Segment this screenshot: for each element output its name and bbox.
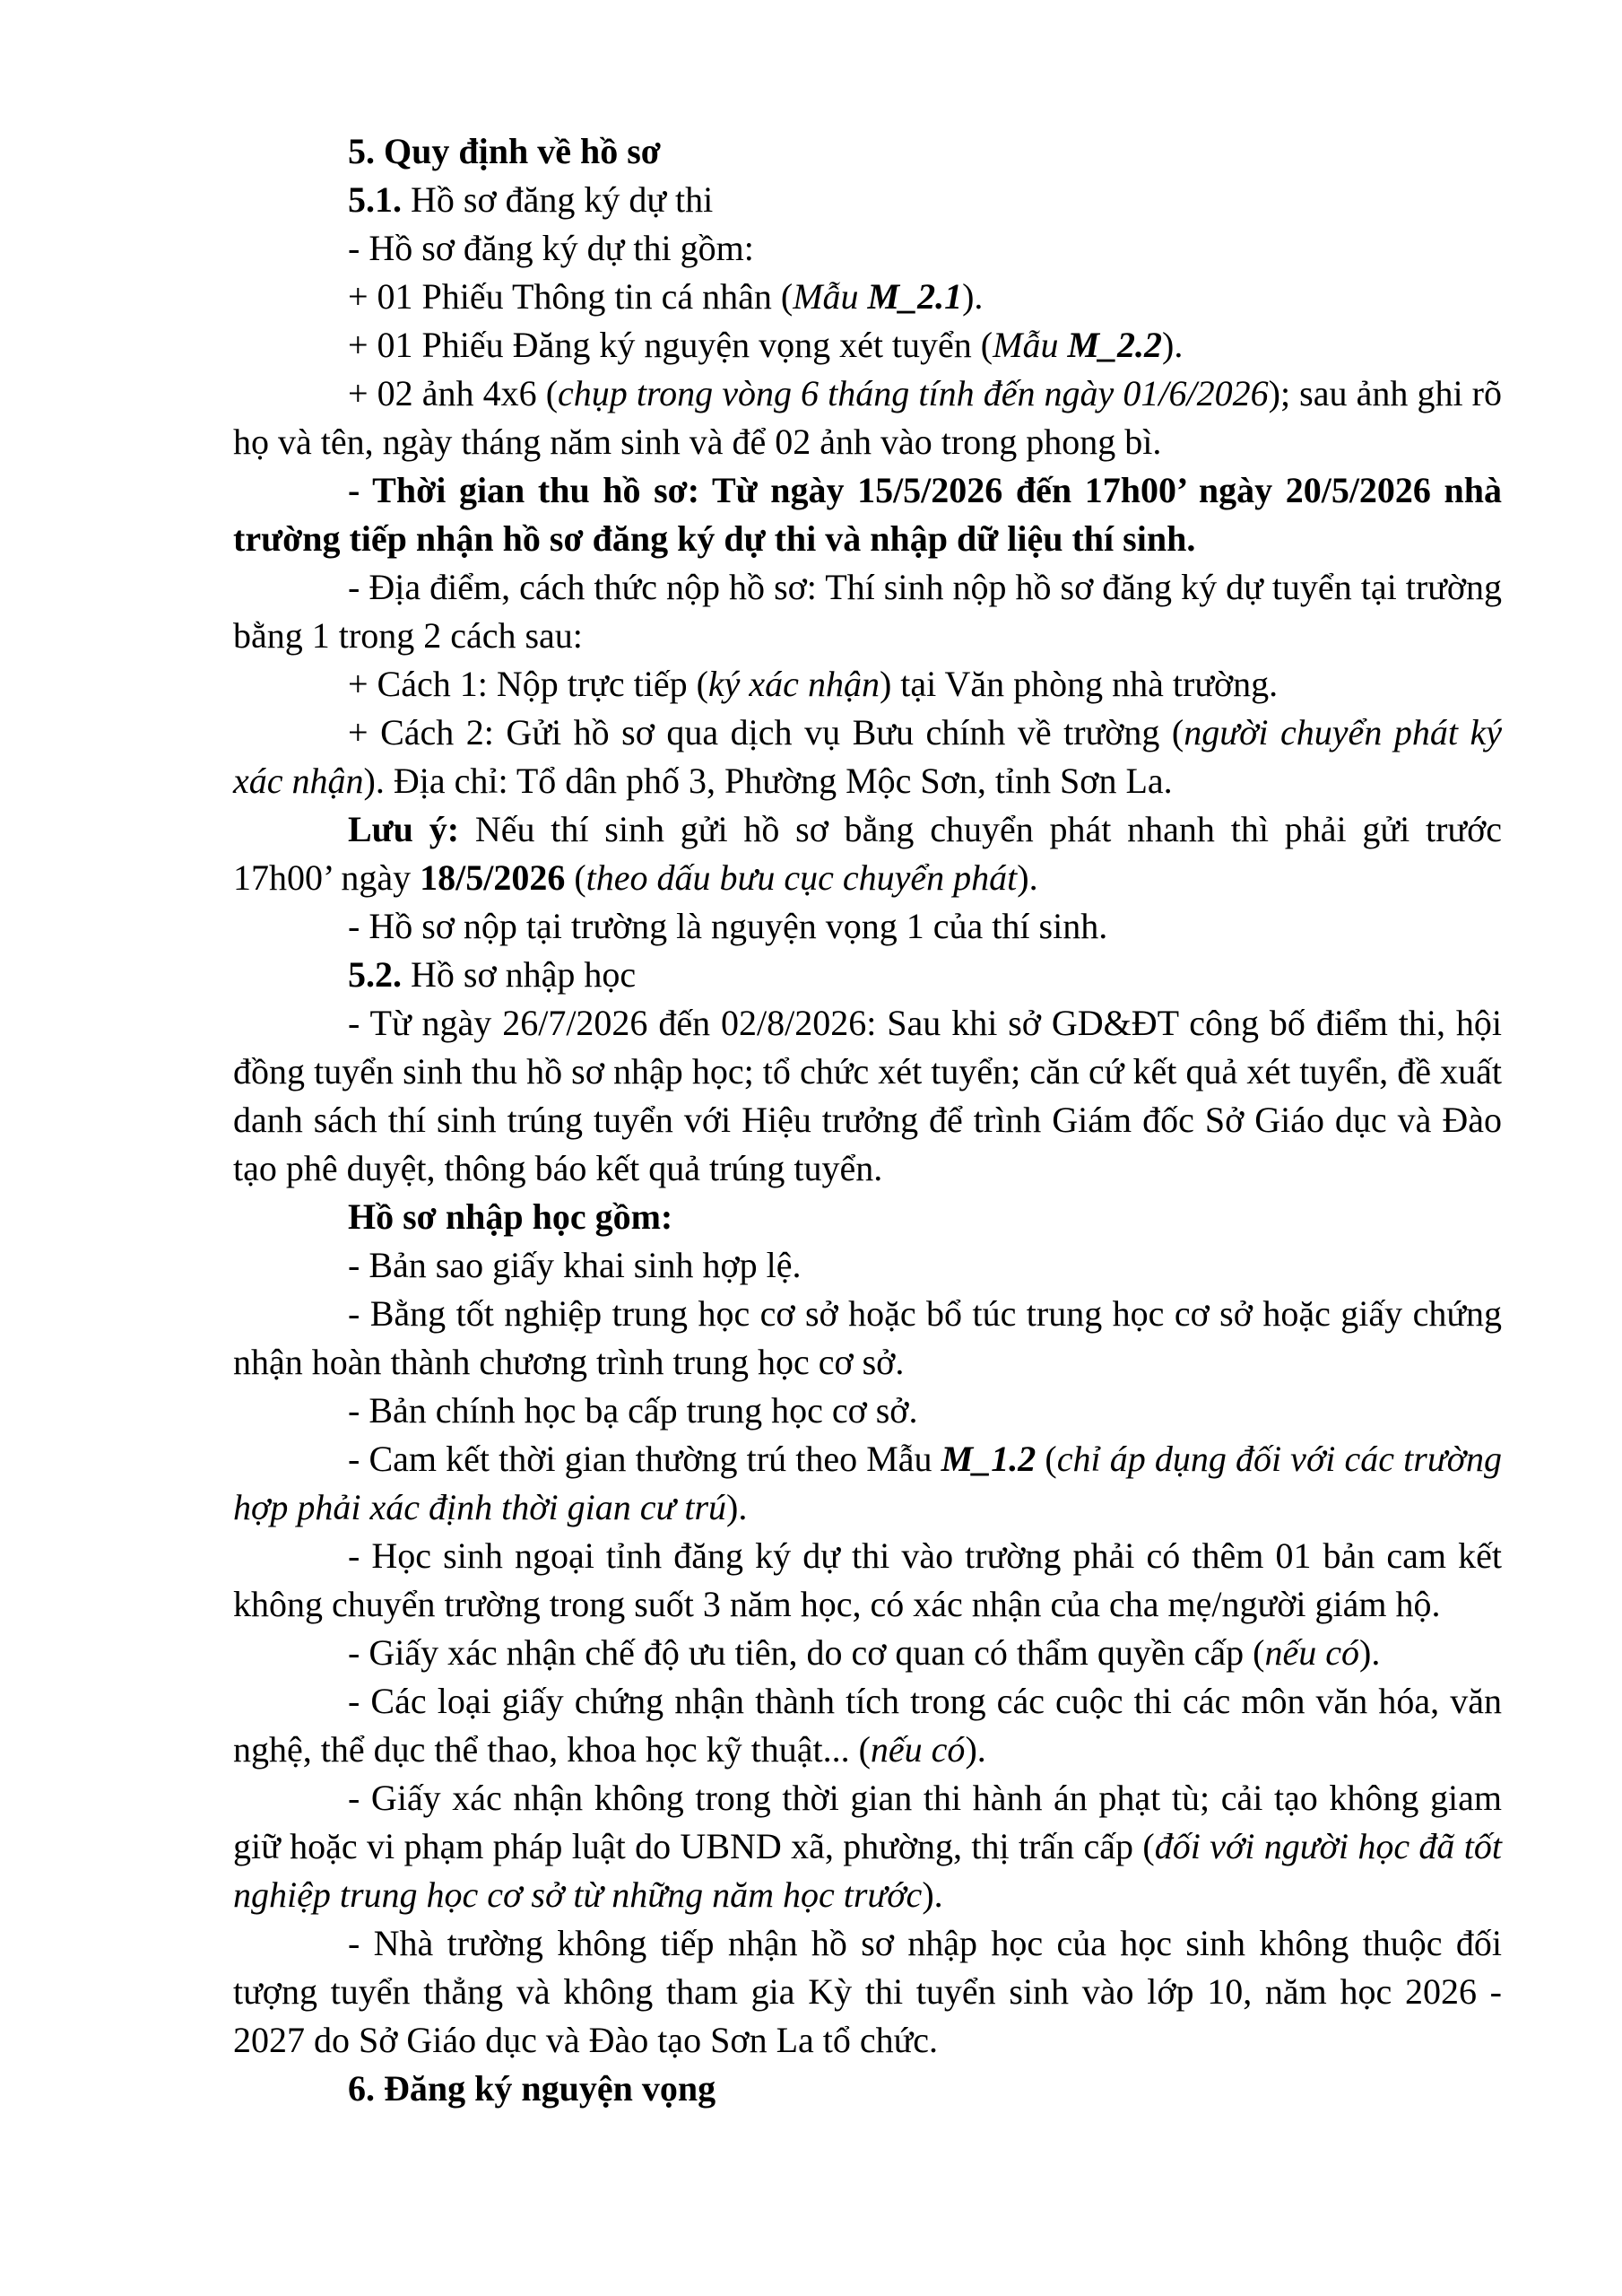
admission-doc-3: - Bản chính học bạ cấp trung học cơ sở. xyxy=(348,1390,918,1431)
doc-8-text: - Giấy xác nhận không trong thời gian thi hành án phạt tù; cải tạo không giam giữ hoặc vi phạm pháp luật do UBND xã, phường, thị trấn cấp ( xyxy=(233,1778,1502,1866)
admission-doc-6 xyxy=(233,1629,1502,1677)
section-5-heading: 5. Quy định về hồ sơ xyxy=(348,131,661,171)
doc-7-close: ). xyxy=(965,1729,986,1770)
note-open: ( xyxy=(565,857,586,898)
doc-4-close: ). xyxy=(726,1487,748,1527)
subsection-5-1-heading xyxy=(233,176,1502,224)
doc-8-close: ). xyxy=(922,1874,943,1915)
registration-items-intro: - Hồ sơ đăng ký dự thi gồm: xyxy=(348,228,754,268)
doc-7-text: - Các loại giấy chứng nhận thành tích trong các cuộc thi các môn văn hóa, văn nghệ, thể dục thể thao, khoa học kỹ thuật... ( xyxy=(233,1681,1502,1770)
item-3-photo-note: chụp trong vòng 6 tháng tính đến ngày 01/6/2026 xyxy=(558,373,1269,413)
doc-6-text: - Giấy xác nhận chế độ ưu tiên, do cơ quan có thẩm quyền cấp ( xyxy=(348,1632,1265,1673)
way-1-rest: ) tại Văn phòng nhà trường. xyxy=(879,664,1279,704)
admission-doc-1: - Bản sao giấy khai sinh hợp lệ. xyxy=(348,1245,802,1285)
item-1-form-label: Mẫu xyxy=(793,276,868,317)
note-paragraph xyxy=(233,805,1502,902)
submission-time: - Thời gian thu hồ sơ: Từ ngày 15/5/2026 đến 17h00’ ngày 20/5/2026 nhà trường tiếp nhận hồ sơ đăng ký dự thi và nhập dữ liệu thí sinh. xyxy=(233,470,1502,559)
admission-doc-2: - Bằng tốt nghiệp trung học cơ sở hoặc bổ túc trung học cơ sở hoặc giấy chứng nhận hoàn thành chương trình trung học cơ sở. xyxy=(233,1293,1502,1382)
admission-doc-9: - Nhà trường không tiếp nhận hồ sơ nhập học của học sinh không thuộc đối tượng tuyển thẳng và không tham gia Kỳ thi tuyển sinh vào lớp 10, năm học 2026 - 2027 do Sở Giáo dục và Đào tạo Sơn La tổ chức. xyxy=(233,1923,1502,2060)
admission-doc-8 xyxy=(233,1774,1502,1919)
admission-doc-5: - Học sinh ngoại tỉnh đăng ký dự thi vào trường phải có thêm 01 bản cam kết không chuyển trường trong suốt 3 năm học, có xác nhận của cha mẹ/người giám hộ. xyxy=(233,1535,1502,1624)
admission-doc-7 xyxy=(233,1677,1502,1774)
document-page xyxy=(233,127,1502,2113)
note-close: ). xyxy=(1017,857,1038,898)
way-2-text: + Cách 2: Gửi hồ sơ qua dịch vụ Bưu chính về trường ( xyxy=(348,712,1184,752)
admission-timeline: - Từ ngày 26/7/2026 đến 02/8/2026: Sau khi sở GD&ĐT công bố điểm thi, hội đồng tuyển sinh thu hồ sơ nhập học; tổ chức xét tuyển; căn cứ kết quả xét tuyển, đề xuất danh sách thí sinh trúng tuyển với Hiệu trưởng để trình Giám đốc Sở Giáo dục và Đào tạo phê duyệt, thông báo kết quả trúng tuyển. xyxy=(233,1003,1502,1188)
registration-item-2 xyxy=(233,321,1502,370)
section-6-heading: 6. Đăng ký nguyện vọng xyxy=(348,2068,716,2109)
item-1-close: ). xyxy=(962,276,984,317)
way-2-rest: ). Địa chỉ: Tổ dân phố 3, Phường Mộc Sơn, tỉnh Sơn La. xyxy=(363,761,1173,801)
doc-4-note: chỉ áp dụng đối với các trường hợp phải xác định thời gian cư trú xyxy=(233,1439,1502,1527)
doc-6-note: nếu có xyxy=(1264,1632,1359,1673)
subsection-5-2-title: Hồ sơ nhập học xyxy=(402,954,637,995)
submission-place: - Địa điểm, cách thức nộp hồ sơ: Thí sinh nộp hồ sơ đăng ký dự tuyển tại trường bằng 1 trong 2 cách sau: xyxy=(233,567,1502,656)
item-2-text: + 01 Phiếu Đăng ký nguyện vọng xét tuyển ( xyxy=(348,325,993,365)
doc-6-close: ). xyxy=(1359,1632,1381,1673)
note-label: Lưu ý: xyxy=(348,809,460,849)
admission-doc-4 xyxy=(233,1435,1502,1532)
doc-7-note: nếu có xyxy=(870,1729,966,1770)
note-postmark: theo dấu bưu cục chuyển phát xyxy=(585,857,1018,898)
admission-docs-heading: Hồ sơ nhập học gồm: xyxy=(348,1196,673,1237)
way-2-note: người chuyển phát ký xác nhận xyxy=(233,712,1502,801)
submission-way-2 xyxy=(233,709,1502,805)
way-1-text: + Cách 1: Nộp trực tiếp ( xyxy=(348,664,708,704)
item-3-rest: ); sau ảnh ghi rõ họ và tên, ngày tháng năm sinh và để 02 ảnh vào trong phong bì. xyxy=(233,373,1502,462)
subsection-5-1-title: Hồ sơ đăng ký dự thi xyxy=(402,179,714,220)
submission-way-1 xyxy=(233,660,1502,709)
way-1-note: ký xác nhận xyxy=(707,664,880,704)
first-wish-note: - Hồ sơ nộp tại trường là nguyện vọng 1 của thí sinh. xyxy=(348,906,1108,946)
item-2-close: ). xyxy=(1162,325,1184,365)
subsection-5-2-heading xyxy=(233,951,1502,999)
doc-4-open: ( xyxy=(1036,1439,1057,1479)
subsection-5-2-number: 5.2. xyxy=(348,954,402,995)
doc-4-text: - Cam kết thời gian thường trú theo Mẫu xyxy=(348,1439,941,1479)
item-2-form-code: M_2.2 xyxy=(1067,325,1163,365)
registration-item-3 xyxy=(233,370,1502,466)
item-3-text: + 02 ảnh 4x6 ( xyxy=(348,373,559,413)
item-2-form-label: Mẫu xyxy=(993,325,1068,365)
note-date: 18/5/2026 xyxy=(420,857,566,898)
doc-8-note: đối với người học đã tốt nghiệp trung học cơ sở từ những năm học trước xyxy=(233,1826,1503,1915)
subsection-5-1-number: 5.1. xyxy=(348,179,402,220)
note-text: Nếu thí sinh gửi hồ sơ bằng chuyển phát nhanh thì phải gửi trước 17h00’ ngày xyxy=(233,809,1502,898)
item-1-form-code: M_2.1 xyxy=(867,276,963,317)
registration-item-1 xyxy=(233,273,1502,321)
item-1-text: + 01 Phiếu Thông tin cá nhân ( xyxy=(348,276,794,317)
doc-4-form-code: M_1.2 xyxy=(941,1439,1037,1479)
